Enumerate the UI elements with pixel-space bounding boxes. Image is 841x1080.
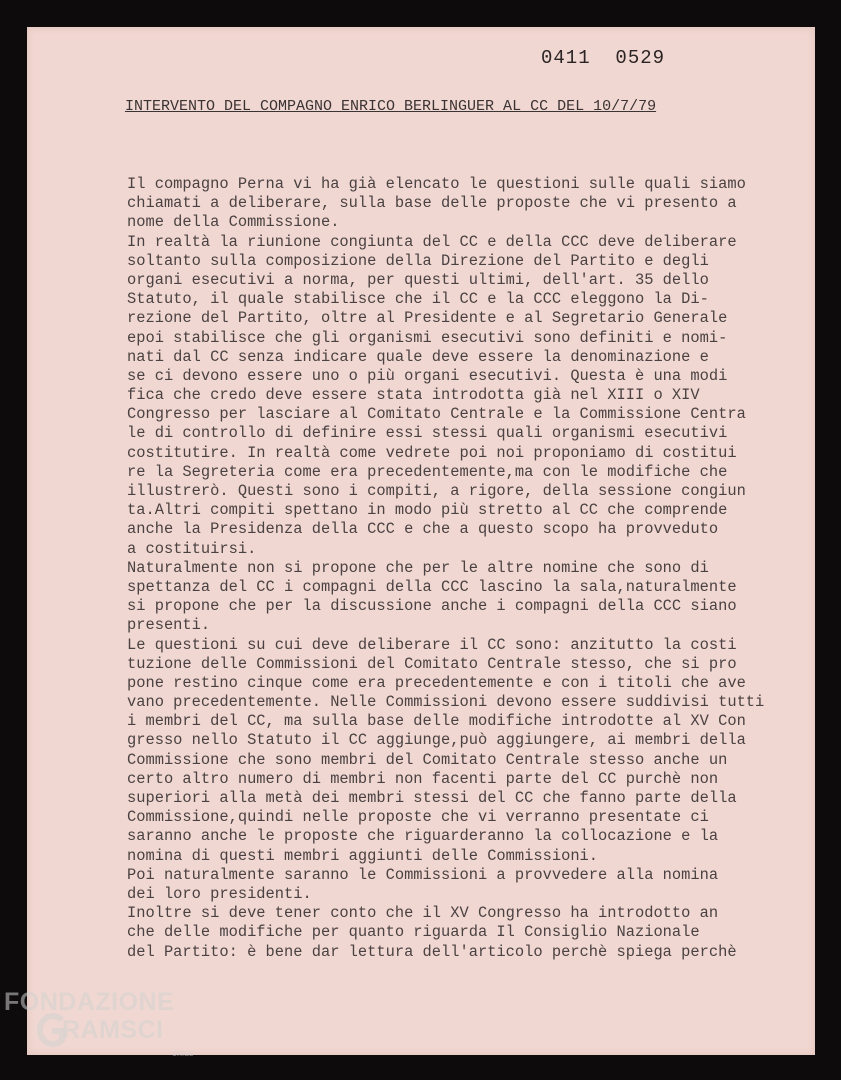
watermark-line-2: RAMSCI — [62, 1016, 164, 1044]
document-page — [27, 27, 815, 1055]
document-number: 0411 0529 — [541, 47, 666, 69]
text-line: le di controllo di definire essi stessi quali organismi esecutivi — [127, 424, 728, 443]
text-line: gresso nello Statuto il CC aggiunge,può aggiungere, ai membri della — [127, 731, 746, 750]
text-line: organi esecutivi a norma, per questi ultimi, dell'art. 35 dello — [127, 270, 709, 289]
text-line: anche la Presidenza della CCC e che a questo scopo ha provveduto — [127, 520, 719, 539]
text-line: re la Segreteria come era precedentemente,ma con le modifiche che — [127, 462, 728, 481]
text-line: illustrerò. Questi sono i compiti, a rigore, della sessione congiun — [127, 482, 746, 500]
text-line: saranno anche le proposte che riguarderanno la collocazione e la — [127, 827, 719, 846]
text-line: a costituirsi. — [127, 539, 257, 558]
text-line: del Partito: è bene dar lettura dell'articolo perchè spiega perchè — [127, 942, 737, 961]
text-line: certo altro numero di membri non facenti parte del CC purchè non — [127, 769, 719, 788]
text-line: In realtà la riunione congiunta del CC e della CCC deve deliberare — [127, 232, 737, 251]
document-body — [127, 175, 797, 962]
text-line: ta.Altri compiti spettano in modo più stretto al CC che comprende — [127, 501, 728, 520]
text-line: chiamati a deliberare, sulla base delle proposte che vi presento a — [127, 194, 737, 213]
text-line: rezione del Partito, oltre al Presidente e al Segretario Generale — [127, 309, 728, 328]
text-line: nome della Commissione. — [127, 213, 340, 232]
text-line: Congresso per lasciare al Comitato Centrale e la Commissione Centra — [127, 405, 746, 424]
text-line: pone restino cinque come era precedentemente e con i titoli che ave — [127, 673, 746, 692]
text-line: presenti. — [127, 616, 211, 635]
text-line: tuzione delle Commissioni del Comitato Centrale stesso, che si pro — [127, 654, 737, 673]
text-line: Il compagno Perna vi ha già elencato le questioni sulle quali siamo — [127, 175, 746, 193]
text-line: si propone che per la discussione anche i compagni della CCC siano — [127, 597, 737, 616]
text-line: dei loro presidenti. — [127, 884, 312, 903]
text-line: se ci devono essere uno o più organi esecutivi. Questa è una modi — [127, 366, 728, 385]
document-title: INTERVENTO DEL COMPAGNO ENRICO BERLINGUER AL CC DEL 10/7/79 — [125, 98, 657, 115]
text-line: Inoltre si deve tener conto che il XV Congresso ha introdotto an — [127, 904, 719, 923]
text-line: soltanto sulla composizione della Direzione del Partito e degli — [127, 251, 709, 270]
text-line: che delle modifiche per quanto riguarda Il Consiglio Nazionale — [127, 923, 700, 942]
text-line: nati dal CC senza indicare quale deve essere la denominazione e — [127, 347, 709, 366]
fondazione-gramsci-watermark — [4, 988, 214, 1070]
text-line: i membri del CC, ma sulla base delle modifiche introdotte al XV Con — [127, 712, 746, 731]
text-line: Le questioni su cui deve deliberare il CC sono: anzitutto la costi — [127, 635, 737, 654]
watermark-line-1: FONDAZIONE — [4, 988, 175, 1016]
text-line: epoi stabilisce che gli organismi esecutivi sono definiti e nomi- — [127, 328, 728, 347]
text-line: nomina di questi membri aggiunti delle Commissioni. — [127, 846, 599, 865]
text-line: superiori alla metà dei membri stessi del CC che fanno parte della — [127, 789, 737, 807]
text-line: vano precedentemente. Nelle Commissioni devono essere suddivisi tutti — [127, 693, 765, 712]
text-line: Commissione,quindi nelle proposte che vi verranno presentate ci — [127, 808, 709, 827]
watermark-line-3: onlus — [172, 1048, 194, 1058]
text-line: Commissione che sono membri del Comitato Centrale stesso anche un — [127, 750, 728, 769]
text-line: fica che credo deve essere stata introdotta già nel XIII o XIV — [127, 386, 700, 405]
text-line: Poi naturalmente saranno le Commissioni a provvedere alla nomina — [127, 865, 719, 884]
text-line: Naturalmente non si propone che per le altre nomine che sono di — [127, 558, 709, 577]
text-line: Statuto, il quale stabilisce che il CC e la CCC eleggono la Di- — [127, 290, 709, 309]
text-line: spettanza del CC i compagni della CCC lascino la sala,naturalmente — [127, 577, 737, 596]
text-line: costitutire. In realtà come vedrete poi noi proponiamo di costitui — [127, 443, 737, 462]
